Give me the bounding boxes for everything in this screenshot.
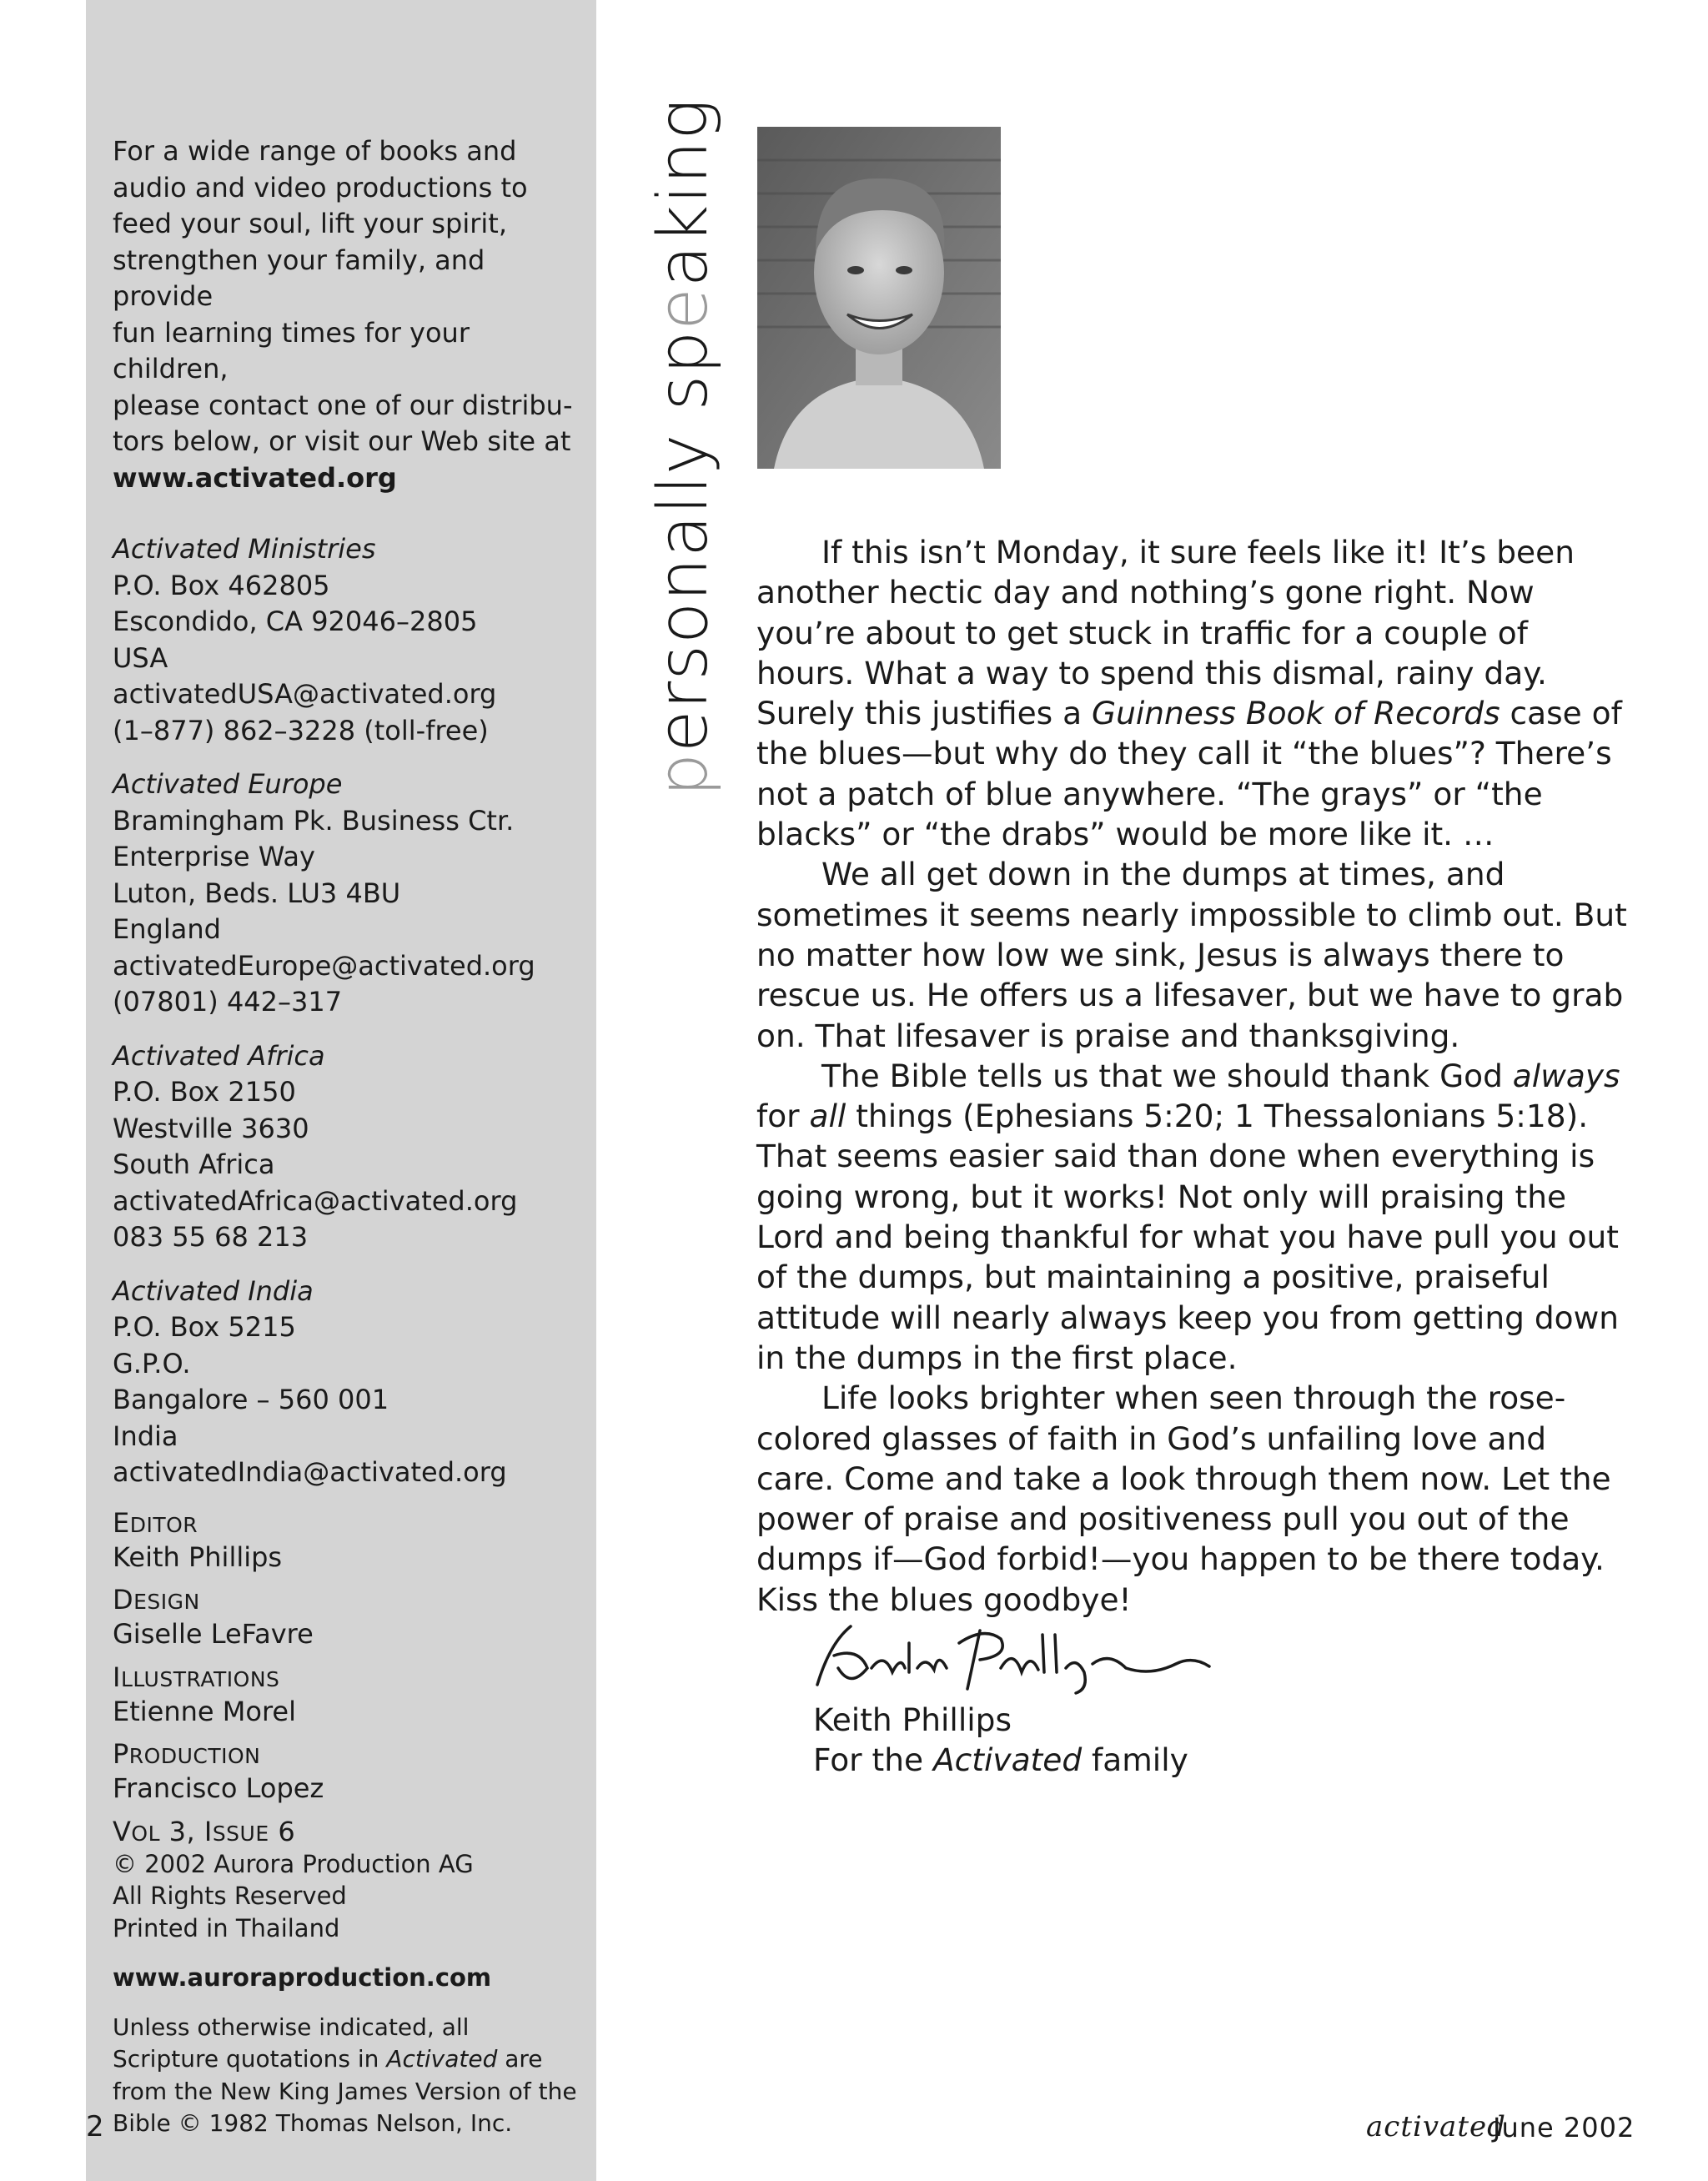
- note-line: from the New King James Version of the: [113, 2077, 577, 2105]
- address-line: Bangalore – 560 001: [113, 1384, 389, 1415]
- note-line: Bible © 1982 Thomas Nelson, Inc.: [113, 2109, 513, 2137]
- author-portrait: [757, 127, 1001, 469]
- credit-role: PRODUCTION: [113, 1738, 261, 1770]
- phone-number: (1–877) 862–3228 (toll-free): [113, 714, 489, 746]
- copyright-line: © 2002 Aurora Production AG: [113, 1849, 474, 1878]
- credit-role: DESIGN: [113, 1584, 200, 1616]
- address-line: Bramingham Pk. Business Ctr.: [113, 804, 515, 837]
- article-paragraph: Life looks brighter when seen through the rose-colored glasses of faith in God’s unfailing love and care. Come and take a look through them now. Let the power of praise and positiveness pull you out of the dumps if—God forbid!—you happen to be there today. Kiss the blues goodbye!: [756, 1379, 1611, 1618]
- signoff-name: Keith Phillips: [813, 1701, 1012, 1738]
- volume-issue: VOL 3, ISSUE 6: [113, 1815, 296, 1847]
- distributor-india: [113, 1274, 580, 1491]
- signoff-family: For the Activated family: [813, 1741, 1188, 1778]
- address-line: England: [113, 913, 221, 945]
- intro-line: tors below, or visit our Web site at: [113, 425, 571, 457]
- credit-name: Keith Phillips: [113, 1540, 283, 1573]
- intro-block: [113, 133, 580, 496]
- phone-number: 083 55 68 213: [113, 1221, 309, 1253]
- copyright-line: Printed in Thailand: [113, 1913, 340, 1942]
- note-line: Unless otherwise indicated, all: [113, 2013, 470, 2041]
- article-body: [756, 532, 1632, 1620]
- address-line: Luton, Beds. LU3 4BU: [113, 877, 401, 909]
- distributor-africa: [113, 1038, 580, 1256]
- address-line: G.P.O.: [113, 1347, 191, 1379]
- portrait-photo: [757, 127, 1001, 469]
- distributor-usa: [113, 531, 580, 749]
- address-line: India: [113, 1420, 178, 1452]
- note-line: Scripture quotations in Activated are: [113, 2045, 543, 2073]
- distributor-name: Activated India: [113, 1274, 314, 1307]
- aurora-site-block: [113, 1962, 580, 1994]
- credit-design: [113, 1585, 580, 1653]
- intro-line: fun learning times for your children,: [113, 316, 470, 384]
- scripture-note: [113, 2012, 580, 2140]
- address-line: USA: [113, 641, 168, 674]
- footer-magazine-name: activated: [1366, 2110, 1506, 2143]
- credit-role: ILLUSTRATIONS: [113, 1661, 280, 1693]
- phone-number: (07801) 442–317: [113, 986, 343, 1018]
- sidebar-content: [113, 133, 580, 2140]
- footer-date: June 2002: [1493, 2112, 1635, 2143]
- handwritten-signature: [801, 1610, 1234, 1701]
- address-line: South Africa: [113, 1148, 275, 1180]
- address-line: P.O. Box 5215: [113, 1311, 296, 1343]
- credit-name: Giselle LeFavre: [113, 1618, 314, 1650]
- email-link[interactable]: activatedEurope@activated.org: [113, 949, 535, 982]
- website-link[interactable]: www.activated.org: [113, 461, 397, 494]
- article-paragraph: If this isn’t Monday, it sure feels like it! It’s been another hectic day and nothing’s gone right. Now you’re about to get stuck in traffic for a couple of hours. What a way to spend this dismal, rainy day. Surely this justifies a Guinness Book of Records case of the blues—but why do they call it “the blues”? There’s not a patch of blue anywhere. “The grays” or “the blacks” or “the drabs” would be more like it. …: [756, 534, 1622, 853]
- credit-name: Etienne Morel: [113, 1695, 296, 1727]
- intro-line: For a wide range of books and: [113, 135, 517, 167]
- copyright-line: All Rights Reserved: [113, 1882, 347, 1910]
- credit-illustrations: [113, 1663, 580, 1731]
- credit-production: [113, 1740, 580, 1807]
- intro-line: audio and video productions to: [113, 171, 528, 204]
- distributor-name: Activated Ministries: [113, 533, 376, 565]
- address-line: P.O. Box 2150: [113, 1076, 296, 1108]
- aurora-website-link[interactable]: www.auroraproduction.com: [113, 1963, 492, 1992]
- distributor-europe: [113, 766, 580, 1021]
- email-link[interactable]: activatedAfrica@activated.org: [113, 1184, 518, 1217]
- address-line: Escondido, CA 92046–2805: [113, 606, 478, 637]
- distributor-name: Activated Europe: [113, 768, 343, 800]
- section-title: personally speaking: [644, 98, 723, 797]
- credit-role: EDITOR: [113, 1506, 198, 1539]
- article-paragraph: The Bible tells us that we should thank God always for all things (Ephesians 5:20; 1 Thessalonians 5:18). That seems easier said than done when everything is going wrong, but it works! Not only will praising the Lord and being thankful for what you have pull you out of the dumps, but maintaining a positive, praiseful attitude will nearly always keep you from getting down in the dumps in the first place.: [756, 1057, 1620, 1376]
- intro-line: strengthen your family, and provide: [113, 244, 485, 312]
- address-line: Westville 3630: [113, 1112, 309, 1144]
- email-link[interactable]: activatedUSA@activated.org: [113, 678, 497, 710]
- distributor-name: Activated Africa: [113, 1039, 325, 1072]
- article-paragraph: We all get down in the dumps at times, and sometimes it seems nearly impossible to climb out. But no matter how low we sink, Jesus is always there to rescue us. He offers us a lifesaver, but we have to grab on. That lifesaver is praise and thanksgiving.: [756, 856, 1627, 1054]
- page-number: 2: [86, 2110, 104, 2143]
- email-link[interactable]: activatedIndia@activated.org: [113, 1456, 507, 1488]
- intro-line: please contact one of our distribu-: [113, 389, 573, 421]
- issue-info: [113, 1817, 580, 1945]
- address-line: Enterprise Way: [113, 841, 315, 872]
- credit-editor: [113, 1506, 580, 1576]
- credit-name: Francisco Lopez: [113, 1772, 324, 1804]
- intro-line: feed your soul, lift your spirit,: [113, 208, 507, 239]
- address-line: P.O. Box 462805: [113, 569, 330, 601]
